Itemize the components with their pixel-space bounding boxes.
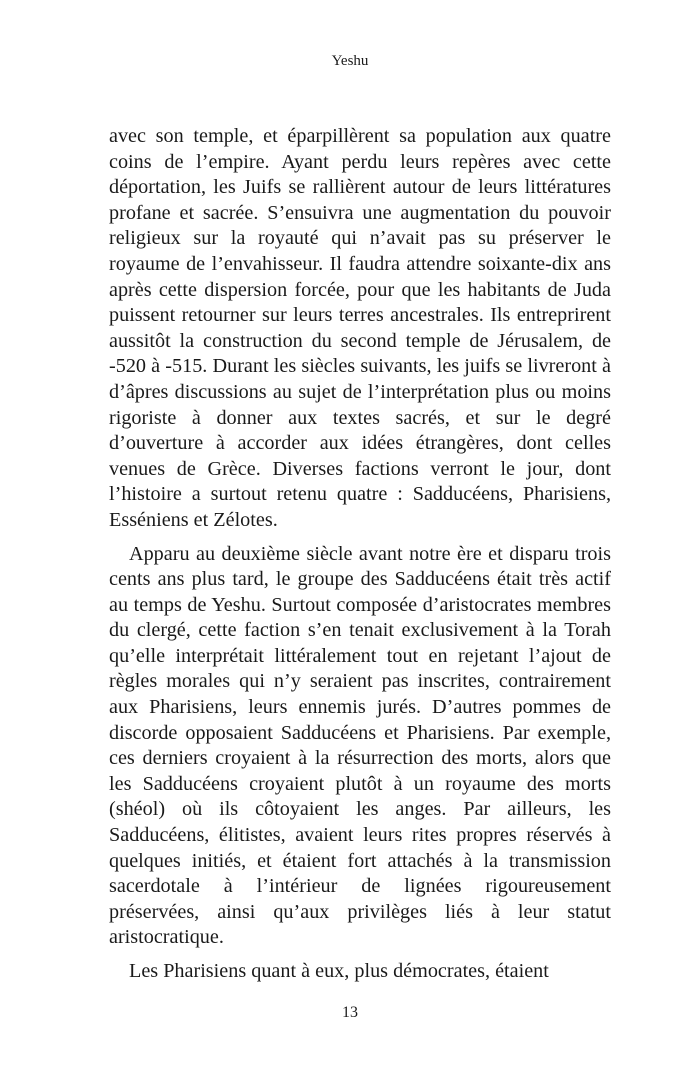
paragraph-3: Les Pharisiens quant à eux, plus démocrates, étaient xyxy=(129,960,549,982)
page-number: 13 xyxy=(342,1004,358,1021)
body-text xyxy=(109,124,611,985)
running-head: Yeshu xyxy=(331,53,369,69)
paragraph-2: Apparu au deuxième siècle avant notre ère et disparu trois cents ans plus tard, le groupe des Sadducéens était très actif au temps de Yeshu. Surtout composée d’aristocrates membres du clergé, cette faction s’en tenait exclusivement à la Torah qu’elle interprétait littéralement tout en rejetant l’ajout de règles morales qui n’y seraient pas inscrites, contrairement aux Pharisiens, leurs ennemis jurés. D’autres pommes de discorde opposaient Sadducéens et Pharisiens. Par exemple, ces derniers croyaient à la résurrection des morts, alors que les Sadducéens croyaient plutôt à un royaume des morts (shéol) où ils côtoyaient les anges. Par ailleurs, les Sadducéens, élitistes, avaient leurs rites propres réservés à quelques initiés, et étaient fort attachés à la transmission sacerdotale à l’intérieur de lignées rigoureusement préservées, ainsi qu’aux privilèges liés à leur statut aristocratique. xyxy=(109,542,611,949)
paragraph-1: avec son temple, et éparpillèrent sa population aux quatre coins de l’empire. Ayant perdu leurs repères avec cette déportation, les Juifs se rallièrent autour de leurs littératures profane et sacrée. S’ensuivra une augmentation du pouvoir religieux sur la royauté qui n’avait pas su préserver le royaume de l’envahisseur. Il faudra attendre soixante-dix ans après cette dispersion forcée, pour que les habitants de Juda puissent retourner sur leurs terres ancestrales. Ils entreprirent aussitôt la construction du second temple de Jérusalem, de -520 à -515. Durant les siècles suivants, les juifs se livreront à d’âpres discussions au sujet de l’interprétation plus ou moins rigoriste à donner aux textes sacrés, et sur le degré d’ouverture à accorder aux idées étrangères, dont celles venues de Grèce. Diverses factions verront le jour, dont l’histoire a surtout retenu quatre : Sadducéens, Pharisiens, Esséniens et Zélotes. xyxy=(109,125,611,531)
